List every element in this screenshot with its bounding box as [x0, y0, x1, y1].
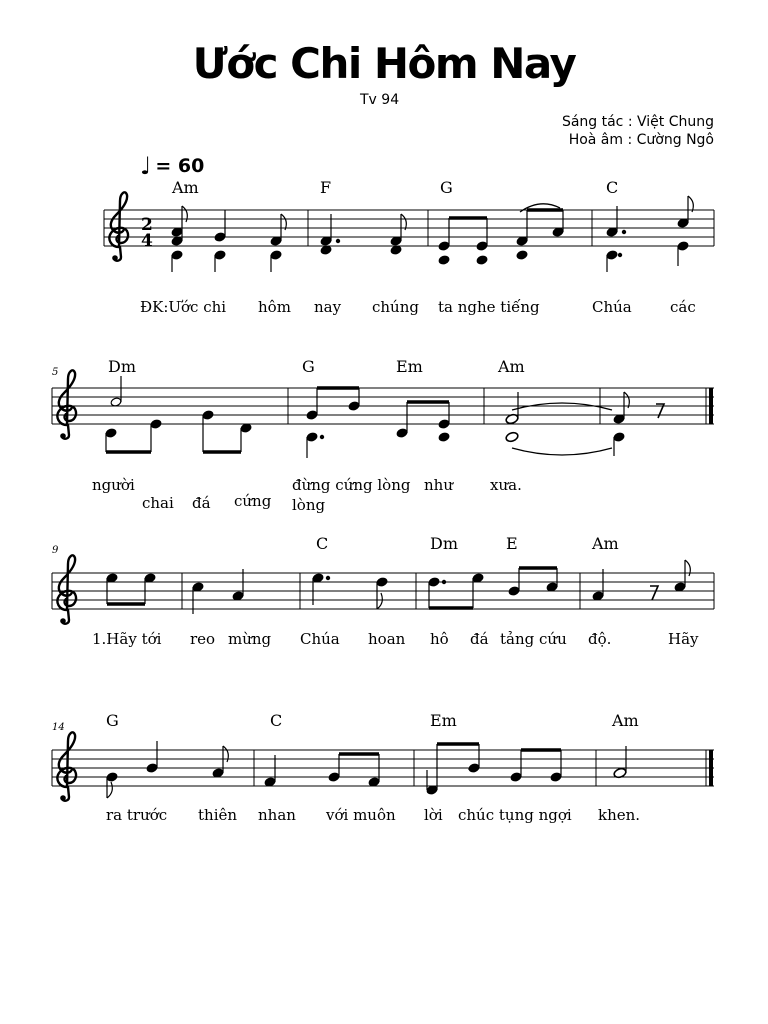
lyric-syllable: như — [424, 476, 453, 494]
chord-symbol: F — [320, 178, 332, 197]
lyric-syllable: chai — [142, 494, 174, 512]
measure-number: 9 — [52, 545, 59, 556]
chord-symbol: G — [440, 178, 453, 197]
chord-symbol: G — [302, 357, 315, 376]
time-sig-bottom: 4 — [141, 231, 153, 251]
lyric-syllable: người — [92, 476, 135, 494]
chord-symbol: C — [270, 711, 283, 730]
staff-system-4 — [52, 732, 714, 800]
chord-symbol: C — [606, 178, 619, 197]
lyric-syllable: cứng — [234, 492, 272, 510]
chord-symbol: Dm — [108, 357, 136, 376]
lyric-syllable: mừng — [228, 630, 272, 648]
chord-symbol: Dm — [430, 534, 458, 553]
lyric-syllable: Chúa — [300, 630, 340, 648]
lyric-syllable: ĐK:Ước chi — [140, 298, 227, 316]
chord-symbol: Em — [430, 711, 457, 730]
chord-symbol: Em — [396, 357, 423, 376]
time-sig-top: 2 — [141, 215, 153, 235]
lyric-syllable: chúng — [372, 298, 419, 316]
lyric-syllable: các — [670, 298, 696, 316]
lyric-syllable: 1.Hãy tới — [92, 630, 162, 648]
chord-symbol: Am — [172, 178, 199, 197]
lyric-syllable: hô — [430, 630, 449, 648]
chord-symbol: Am — [498, 357, 525, 376]
lyric-syllable: độ. — [588, 630, 612, 648]
lyric-syllable: thiên — [198, 806, 238, 824]
song-subtitle: Tv 94 — [360, 92, 400, 108]
chord-symbol: Am — [592, 534, 619, 553]
notes-system-3 — [106, 560, 690, 614]
staff-system-1 — [104, 192, 714, 272]
lyric-syllable: nay — [314, 298, 342, 316]
lyric-syllable: nhan — [258, 806, 296, 824]
treble-clef-icon — [57, 370, 76, 438]
lyric-syllable: đừng cứng lòng — [292, 476, 411, 494]
lyric-syllable: với muôn — [326, 806, 396, 824]
composer-credit: Sáng tác : Việt Chung — [561, 114, 714, 130]
lyric-syllable: lòng — [292, 496, 326, 514]
lyric-syllable: lời — [424, 806, 443, 824]
staff-system-2 — [52, 370, 714, 458]
treble-clef-icon — [57, 732, 76, 800]
measure-number: 5 — [52, 367, 59, 378]
lyric-syllable: Hãy — [668, 630, 699, 648]
lyric-syllable: xưa. — [490, 476, 522, 494]
treble-clef-icon — [57, 555, 76, 623]
lyric-syllable: Chúa — [592, 298, 632, 316]
lyric-syllable: ra trước — [106, 806, 168, 824]
lyric-syllable: reo — [190, 630, 216, 648]
chord-symbol: Am — [612, 711, 639, 730]
song-title: Ước Chi Hôm Nay — [192, 39, 576, 88]
notes-system-1 — [171, 196, 693, 272]
lyric-syllable: hôm — [258, 298, 291, 316]
treble-clef-icon — [109, 192, 128, 260]
lyric-syllable: khen. — [598, 806, 641, 824]
quarter-note-icon: ♩ — [140, 152, 152, 180]
tempo-text: = 60 — [155, 155, 205, 177]
lyric-syllable: ta nghe tiếng — [438, 298, 540, 316]
arranger-credit: Hoà âm : Cường Ngô — [568, 132, 714, 148]
chord-symbol: E — [506, 534, 518, 553]
time-signature — [141, 215, 153, 251]
chord-symbol: G — [106, 711, 119, 730]
measure-number: 14 — [52, 722, 65, 733]
lyric-syllable: tảng cứu — [500, 630, 567, 648]
chord-symbol: C — [316, 534, 329, 553]
lyric-syllable: chúc tụng ngợi — [458, 806, 572, 824]
lyric-syllable: hoan — [368, 630, 406, 648]
staff-system-3 — [52, 555, 714, 623]
lyric-syllable: đá — [470, 630, 489, 648]
lyric-syllable: đá — [192, 494, 211, 512]
